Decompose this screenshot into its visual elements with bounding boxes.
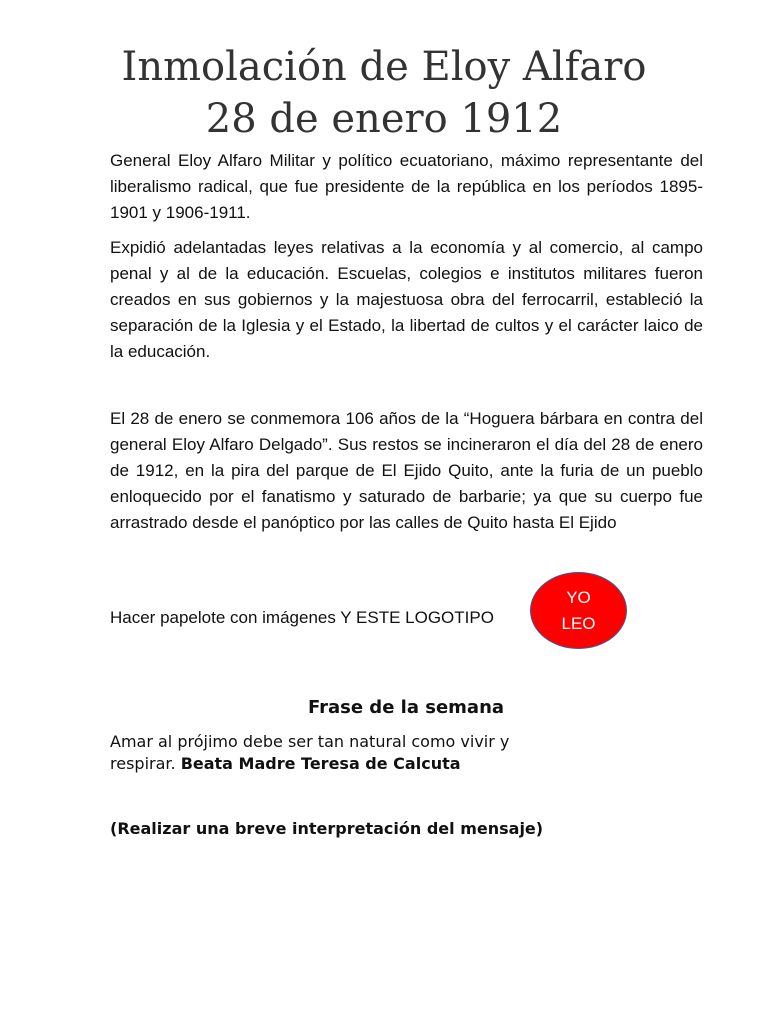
instruction-text: Hacer papelote con imágenes Y ESTE LOGOTIPO bbox=[110, 608, 494, 627]
logo-line-2: LEO bbox=[561, 613, 596, 633]
yo-leo-logo bbox=[530, 572, 627, 649]
logo-line-1: YO bbox=[566, 587, 591, 607]
phrase-quote bbox=[110, 731, 580, 775]
task-text: (Realizar una breve interpretación del mensaje) bbox=[110, 819, 544, 838]
paragraph-achievements: Expidió adelantadas leyes relativas a la economía y al comercio, al campo penal y al de la educación. Escuelas, colegios e institutos militares fueron creados en sus gobiernos y la majestuosa obra del ferrocarril, estableció la separación de la Iglesia y el Estado, la libertad de cultos y el carácter laico de la educación. bbox=[110, 238, 703, 361]
page-title: Inmolación de Eloy Alfaro bbox=[121, 44, 647, 90]
paragraph-commemoration: El 28 de enero se conmemora 106 años de la “Hoguera bárbara en contra del general Eloy Alfaro Delgado”. Sus restos se incineraron el día del 28 de enero de 1912, en la pira del parque de El Ejido Quito, ante la furia de un pueblo enloquecido por el fanatismo y saturado de barbarie; ya que su cuerpo fue arrastrado desde el panóptico por las calles de Quito hasta El Ejido bbox=[110, 409, 703, 532]
quote-author: Beata Madre Teresa de Calcuta bbox=[180, 754, 461, 773]
quote-text: Amar al prójimo debe ser tan natural como vivir y respirar. bbox=[110, 732, 510, 773]
phrase-heading: Frase de la semana bbox=[307, 697, 505, 718]
paragraph-biography: General Eloy Alfaro Militar y político ecuatoriano, máximo representante del liberalismo radical, que fue presidente de la república en los períodos 1895-1901 y 1906-1911. bbox=[110, 151, 703, 222]
page-subtitle-date: 28 de enero 1912 bbox=[205, 96, 563, 142]
